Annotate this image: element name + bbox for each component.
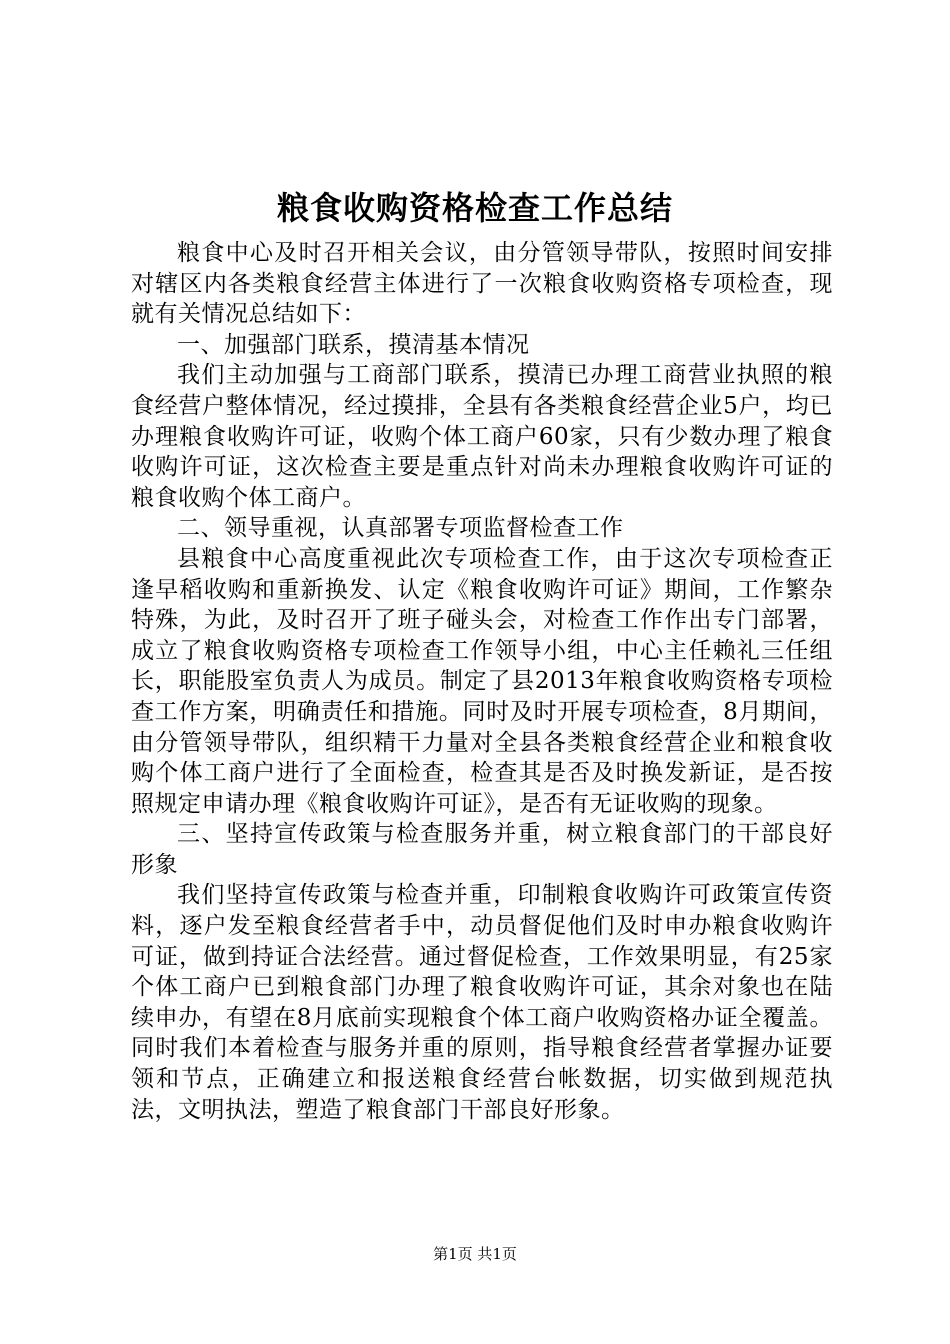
section-heading-1: 一、加强部门联系，摸清基本情况: [177, 331, 530, 358]
intro-paragraph: 粮食中心及时召开相关会议，由分管领导带队，按照时间安排对辖区内各类粮食经营主体进行了一次粮食收购资格专项检查，现就有关情况总结如下：: [131, 240, 833, 328]
document-title: 粮食收购资格检查工作总结: [276, 189, 673, 227]
section-paragraph-2: 县粮食中心高度重视此次专项检查工作，由于这次专项检查正逢早稻收购和重新换发、认定《粮食收购许可证》期间，工作繁杂特殊，为此，及时召开了班子碰头会，对检查工作作出专门部署，成立了粮食收购资格专项检查工作领导小组，中心主任赖礼三任组长，职能股室负责人为成员。制定了县2013年粮食收购资格专项检查工作方案，明确责任和措施。同时及时开展专项检查，8月期间，由分管领导带队，组织精干力量对全县各类粮食经营企业和粮食收购个体工商户进行了全面检查，检查其是否及时换发新证，是否按照规定申请办理《粮食收购许可证》，是否有无证收购的现象。: [131, 545, 833, 817]
section-paragraph-1: 我们主动加强与工商部门联系，摸清已办理工商营业执照的粮食经营户整体情况，经过摸排，全县有各类粮食经营企业5户，均已办理粮食收购许可证，收购个体工商户60家，只有少数办理了粮食收购许可证，这次检查主要是重点针对尚未办理粮食收购许可证的粮食收购个体工商户。: [131, 362, 833, 511]
section-heading-2: 二、领导重视，认真部署专项监督检查工作: [177, 515, 624, 542]
document-body: [131, 238, 833, 1125]
section-heading-3: 三、坚持宣传政策与检查服务并重，树立粮食部门的干部良好形象: [131, 821, 833, 878]
page-number-footer: 第1页 共1页: [433, 1245, 517, 1263]
section-paragraph-3: 我们坚持宣传政策与检查并重，印制粮食收购许可政策宣传资料，逐户发至粮食经营者手中，动员督促他们及时申办粮食收购许可证，做到持证合法经营。通过督促检查，工作效果明显，有25家个体工商户已到粮食部门办理了粮食收购许可证，其余对象也在陆续申办，有望在8月底前实现粮食个体工商户收购资格办证全覆盖。同时我们本着检查与服务并重的原则，指导粮食经营者掌握办证要领和节点，正确建立和报送粮食经营台帐数据，切实做到规范执法，文明执法，塑造了粮食部门干部良好形象。: [131, 882, 833, 1123]
